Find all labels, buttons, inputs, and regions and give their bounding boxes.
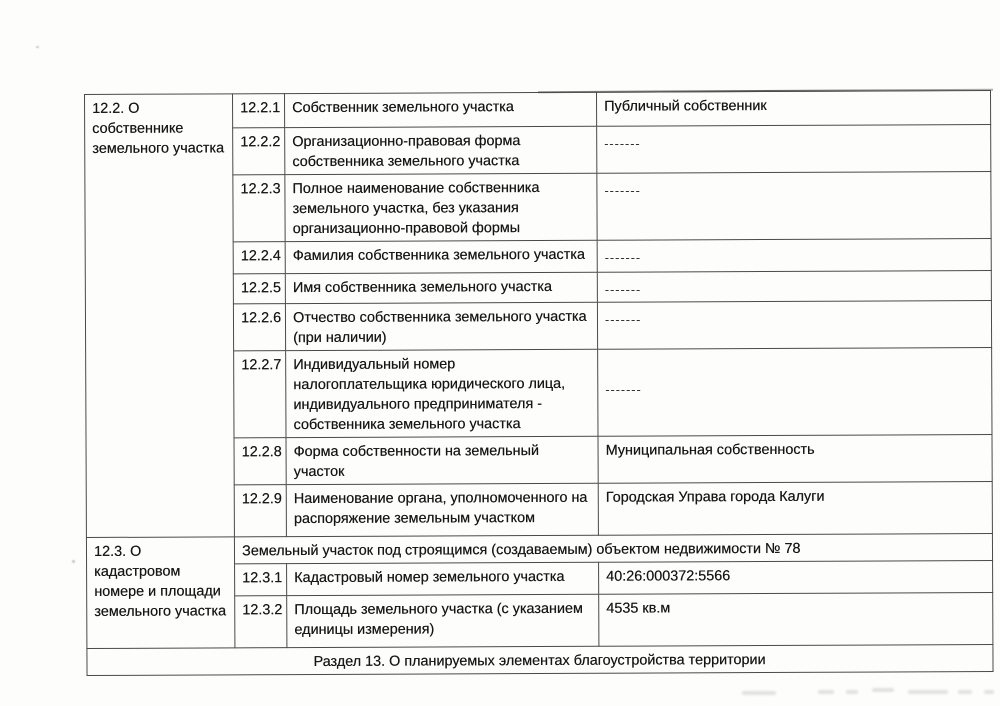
row-number: 12.2.5 — [233, 274, 285, 304]
section-13-header: Раздел 13. О планируемых элементах благоустройства территории — [87, 645, 993, 676]
cadastral-table — [84, 90, 994, 676]
table-row-12-3-intro — [86, 534, 992, 565]
row-value: Муниципальная собственность — [598, 435, 992, 484]
row-value: ------- — [598, 348, 992, 437]
row-label: Кадастровый номер земельного участка — [287, 562, 599, 595]
scan-noise — [818, 690, 834, 694]
scan-noise — [908, 690, 948, 694]
row-number: 12.2.8 — [234, 438, 286, 485]
scan-noise — [742, 691, 776, 695]
scan-noise — [72, 560, 75, 563]
row-number: 12.2.1 — [233, 94, 285, 128]
row-label: Собственник земельного участка — [285, 92, 597, 127]
section-12-3-title: 12.3. О кадастровом номере и площади земельного участка — [86, 537, 234, 649]
row-value: Городская Управа города Калуги — [598, 482, 992, 536]
scan-noise — [846, 690, 858, 694]
row-number: 12.2.3 — [233, 175, 285, 242]
row-number: 12.2.7 — [234, 351, 286, 438]
row-value: Публичный собственник — [596, 91, 990, 127]
scan-noise — [958, 690, 972, 694]
row-label: Индивидуальный номер налогоплательщика юридического лица, индивидуального предпринимателя - собственника земельного участка — [286, 349, 598, 437]
row-number: 12.2.4 — [233, 242, 285, 274]
row-label: Наименование органа, уполномоченного на распоряжение земельным участком — [286, 483, 598, 536]
row-number: 12.3.2 — [235, 596, 287, 648]
row-label: Фамилия собственника земельного участка — [285, 240, 597, 273]
scan-noise — [36, 46, 39, 48]
row-number: 12.3.1 — [235, 564, 287, 596]
table-row-12-2-1 — [85, 91, 991, 129]
row-label: Площадь земельного участка (с указанием единицы измерения) — [287, 594, 599, 647]
section-12-2-title: 12.2. О собственнике земельного участка — [85, 94, 235, 538]
row-number: 12.2.9 — [234, 485, 286, 537]
scan-noise — [984, 690, 994, 694]
row-label: Имя собственника земельного участка — [285, 272, 597, 303]
row-value: 40:26:000372:5566 — [599, 561, 993, 595]
row-value: 4535 кв.м — [599, 593, 993, 647]
table-row-section-13-header — [87, 645, 993, 676]
row-label: Форма собственности на земельный участок — [286, 436, 598, 484]
row-label: Отчество собственника земельного участка (при наличии) — [285, 302, 597, 350]
row-value: ------- — [597, 271, 991, 303]
cadastral-table-wrap — [84, 90, 993, 676]
row-number: 12.2.6 — [233, 304, 285, 351]
section-12-3-intro: Земельный участок под строящимся (создаваемым) объектом недвижимости № 78 — [234, 534, 992, 564]
row-value: ------- — [597, 301, 991, 350]
row-label: Полное наименование собственника земельного участка, без указания организационно-правовой формы — [285, 173, 597, 241]
scan-noise — [872, 688, 894, 692]
row-label: Организационно-правовая форма собственника земельного участка — [285, 126, 597, 174]
row-value: ------- — [597, 172, 991, 241]
row-value: ------- — [597, 239, 991, 273]
row-value: ------- — [597, 125, 991, 174]
row-number: 12.2.2 — [233, 128, 285, 175]
